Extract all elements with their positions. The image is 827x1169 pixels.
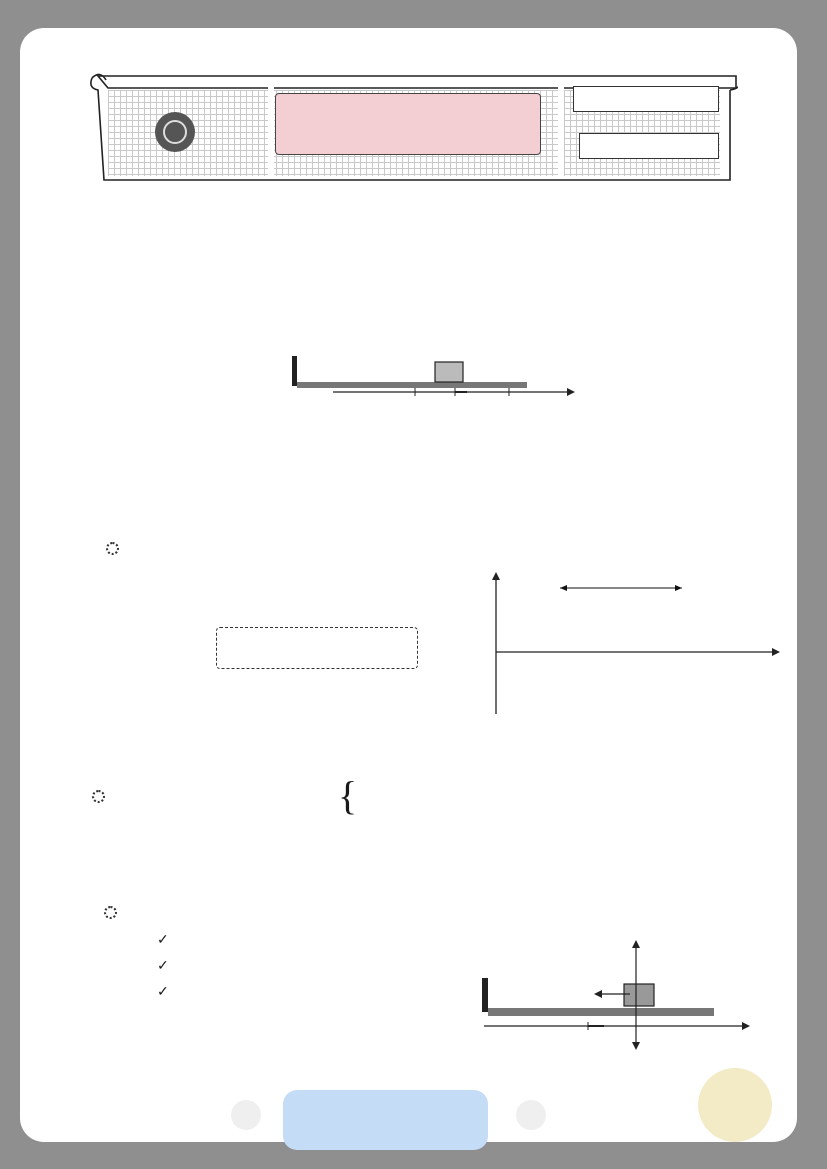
flower-bullet-icon (104, 906, 117, 919)
solid-block (435, 362, 463, 382)
elongation-equation (216, 627, 418, 669)
force-item: ✓ (157, 933, 180, 948)
spring-mass-figure (285, 340, 585, 420)
force-item: ✓ (157, 959, 180, 974)
site-logo-icon (516, 1100, 546, 1130)
phi-determination (92, 790, 111, 806)
class-label (573, 86, 719, 112)
forces-figure (470, 938, 770, 1056)
solid-block (624, 984, 654, 1006)
force-item: ✓ (157, 985, 180, 1000)
bullet-2 (104, 906, 123, 922)
document-title (275, 93, 541, 155)
site-logo-icon (231, 1100, 261, 1130)
sinusoid-graph (460, 572, 780, 720)
bullet-1-line-1 (106, 542, 125, 558)
bac-emblem-icon (155, 112, 195, 152)
flower-bullet-icon (106, 542, 119, 555)
bacmath-logo (698, 1068, 772, 1142)
system-brace: { (338, 773, 358, 818)
site-banner[interactable] (283, 1090, 488, 1150)
teacher-label (579, 133, 719, 159)
flower-bullet-icon (92, 790, 105, 803)
